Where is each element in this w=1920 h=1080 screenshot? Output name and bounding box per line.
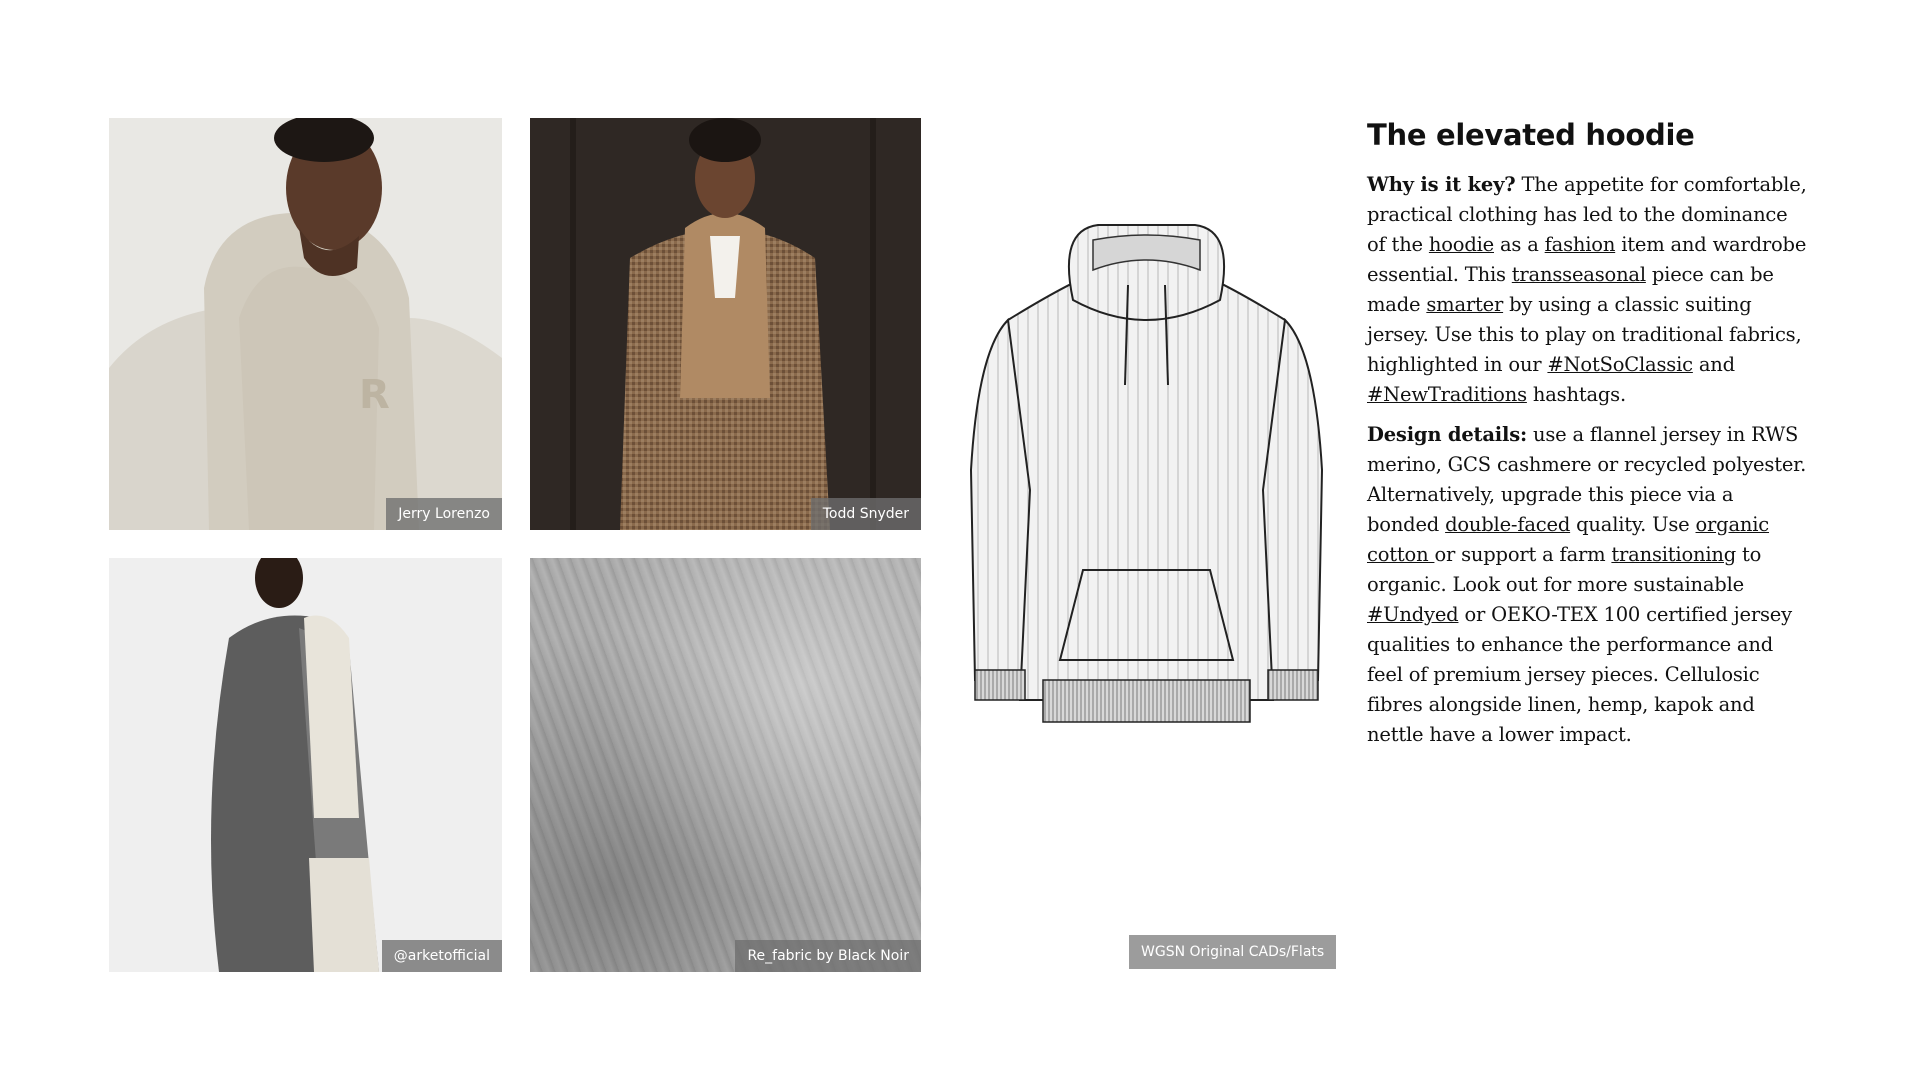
text-run: as a — [1494, 233, 1545, 256]
photo-fabric-swatch — [530, 558, 921, 972]
photo-todd-snyder — [530, 118, 921, 530]
link-hoodie[interactable]: hoodie — [1428, 233, 1494, 256]
photo-jerry-lorenzo — [109, 118, 502, 530]
grey-coat-model-illustration — [109, 558, 502, 972]
text-run: or OEKO-TEX 100 certified jersey qualities to enhance the performance and feel of premium jersey pieces. Cellulosic fibres alongside linen, hemp, kapok and nettle have a lower impact. — [1367, 603, 1792, 746]
photo-credit-caption: Todd Snyder — [811, 498, 921, 530]
design-label: Design details: — [1367, 423, 1527, 446]
suit-model-illustration — [530, 118, 921, 530]
photo-credit-caption: Re_fabric by Black Noir — [735, 940, 921, 972]
link-double-faced[interactable]: double-faced — [1445, 513, 1571, 536]
link-organic-cotton[interactable]: organic cotton — [1367, 513, 1770, 566]
design-paragraph — [1367, 420, 1807, 750]
hoodie-model-illustration — [109, 118, 502, 530]
photo-credit-caption: Jerry Lorenzo — [386, 498, 502, 530]
text-run: item and wardrobe essential. This — [1367, 233, 1807, 286]
link-transitioning[interactable]: transitioning — [1611, 543, 1737, 566]
text-run: hashtags. — [1526, 383, 1626, 406]
text-run: use a flannel jersey in RWS merino, GCS cashmere or recycled polyester. Alternatively, upgrade this piece via a bonded — [1367, 423, 1807, 536]
text-run: piece can be made — [1367, 263, 1774, 316]
link-notsoclassic[interactable]: #NotSoClassic — [1547, 353, 1693, 376]
link-smarter[interactable]: smarter — [1426, 293, 1504, 316]
text-run: by using a classic suiting jersey. Use this to play on traditional fabrics, highlighted in our — [1367, 293, 1802, 376]
photo-arket — [109, 558, 502, 972]
hoodie-icon — [963, 210, 1330, 740]
text-column — [1367, 118, 1807, 760]
text-run: The appetite for comfortable, practical clothing has led to the dominance of the — [1367, 173, 1807, 256]
svg-text:R: R — [359, 372, 390, 418]
text-run: to organic. Look out for more sustainable — [1367, 543, 1762, 596]
text-run: quality. Use — [1570, 513, 1696, 536]
link-transseasonal[interactable]: transseasonal — [1511, 263, 1646, 286]
text-run: or support a farm — [1434, 543, 1612, 566]
flat-sketch-caption: WGSN Original CADs/Flats — [1129, 935, 1336, 969]
hoodie-flat-sketch — [963, 210, 1330, 740]
photo-credit-caption: @arketofficial — [382, 940, 502, 972]
why-label: Why is it key? — [1367, 173, 1516, 196]
link-undyed[interactable]: #Undyed — [1367, 603, 1459, 626]
link-fashion[interactable]: fashion — [1544, 233, 1616, 256]
why-paragraph — [1367, 170, 1807, 410]
text-run: and — [1692, 353, 1735, 376]
page-title: The elevated hoodie — [1367, 118, 1695, 152]
link-newtraditions[interactable]: #NewTraditions — [1367, 383, 1527, 406]
